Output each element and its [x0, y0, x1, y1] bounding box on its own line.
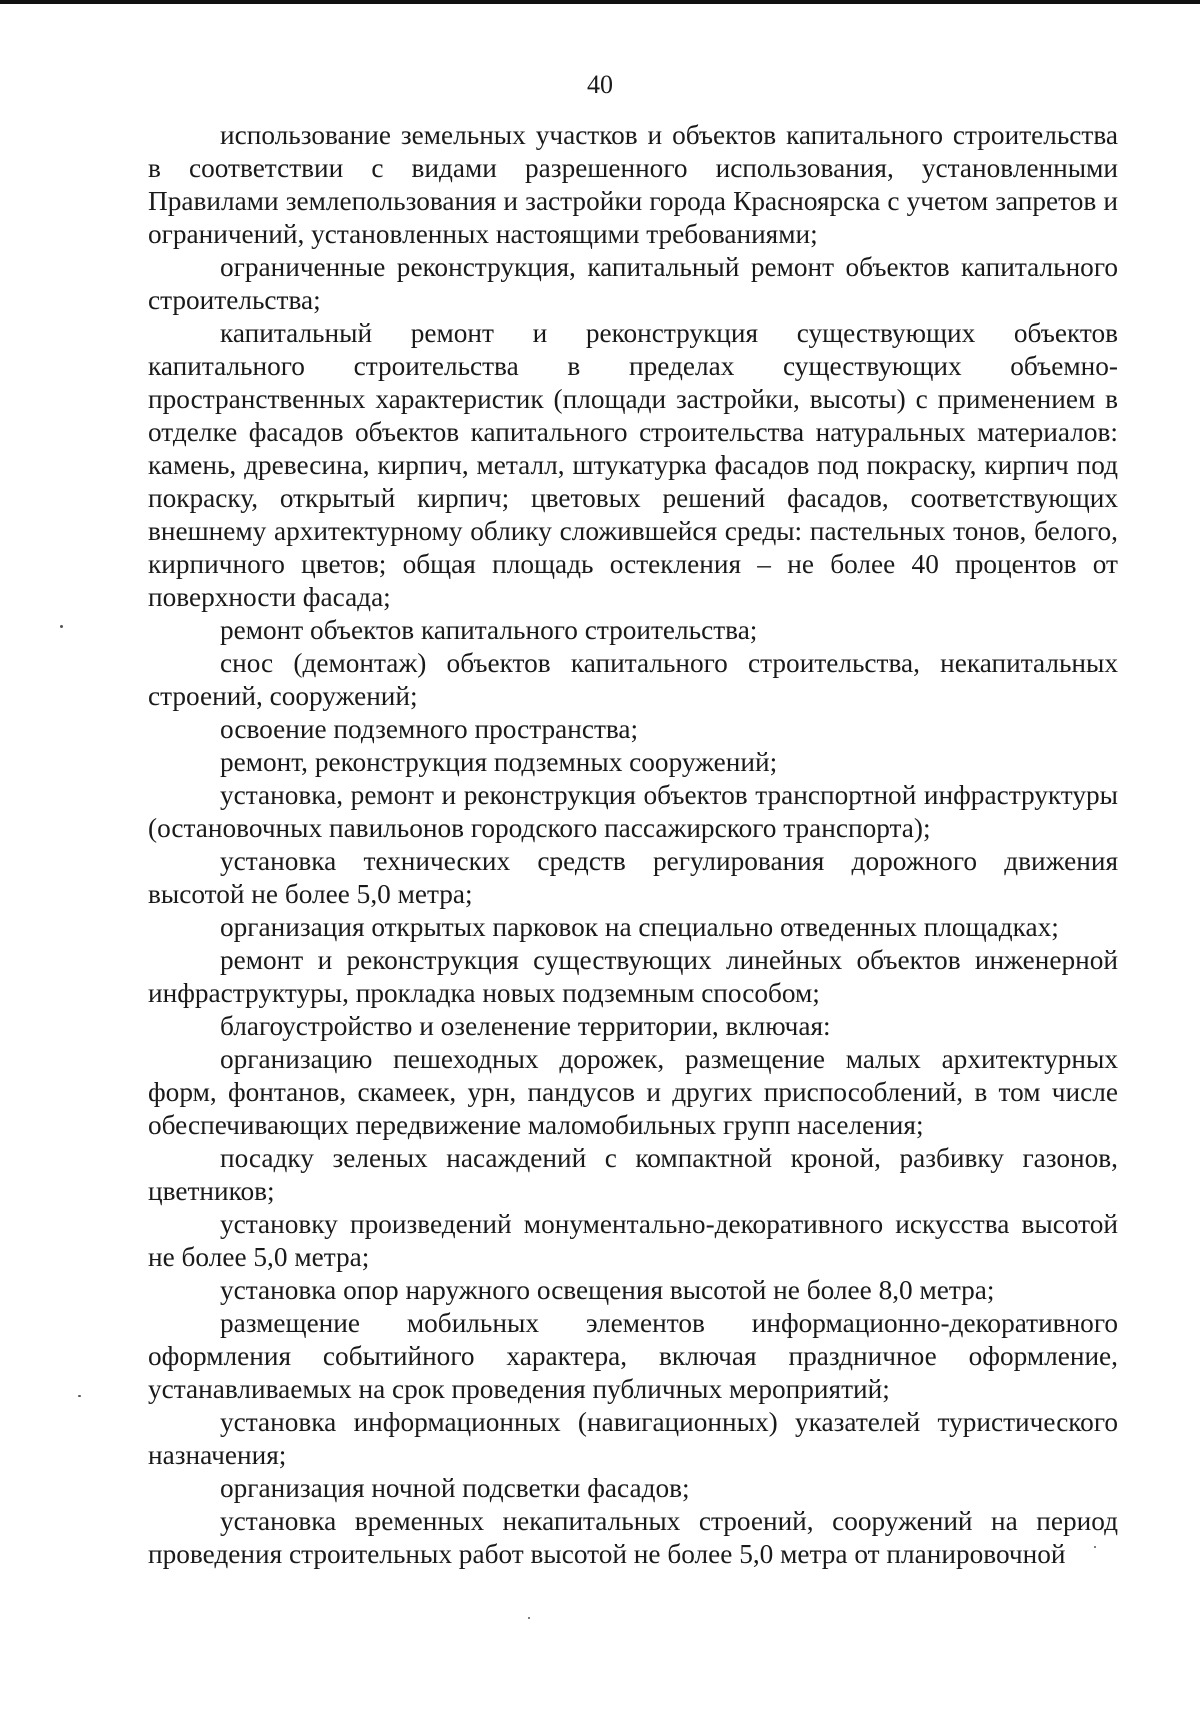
paragraph-pedestrian-paths: организацию пешеходных дорожек, размещение малых архитектурных форм, фонтанов, скамеек, урн, пандусов и других приспособлений, в том числе обеспечивающих передвижение маломобильных групп населения;	[148, 1044, 1118, 1140]
paragraph-engineering-networks: ремонт и реконструкция существующих линейных объектов инженерной инфраструктуры, прокладка новых подземным способом;	[148, 945, 1118, 1008]
paragraph-transport-infrastructure: установка, ремонт и реконструкция объектов транспортной инфраструктуры (остановочных павильонов городского пассажирского транспорта);	[148, 780, 1118, 843]
paragraph-temporary-structures: установка временных некапитальных строений, сооружений на период проведения строительных работ высотой не более 5,0 метра от планировочной	[148, 1506, 1118, 1569]
paragraph-lighting-poles: установка опор наружного освещения высотой не более 8,0 метра;	[220, 1275, 995, 1305]
page-number: 40	[587, 70, 613, 99]
paragraph-parking: организация открытых парковок на специально отведенных площадках;	[220, 912, 1059, 942]
paragraph-landscaping: благоустройство и озеленение территории, включая:	[220, 1011, 831, 1041]
paragraph-night-lighting: организация ночной подсветки фасадов;	[220, 1473, 690, 1503]
paragraph-demolition: снос (демонтаж) объектов капитального строительства, некапитальных строений, сооружений;	[148, 648, 1118, 711]
paragraph-underground-structures: ремонт, реконструкция подземных сооружений;	[220, 747, 778, 777]
document-body	[148, 119, 1118, 1571]
scan-speck	[1094, 1546, 1096, 1548]
paragraph-tourist-signs: установка информационных (навигационных) указателей туристического назначения;	[148, 1407, 1118, 1470]
paragraph-facade-materials: капитальный ремонт и реконструкция существующих объектов капитального строительства в пределах существующих объемно-пространственных характеристик (площади застройки, высоты) с применением в отделке фасадов объектов капитального строительства натуральных материалов: камень, древесина, кирпич, металл, штукатурка фасадов под покраску, кирпич под покраску, открытый кирпич; цветовых решений фасадов, соответствующих внешнему архитектурному облику сложившейся среды: пастельных тонов, белого, кирпичного цветов; общая площадь остекления – не более 40 процентов от поверхности фасада;	[148, 318, 1118, 612]
paragraph-monumental-art: установку произведений монументально-декоративного искусства высотой не более 5,0 метра;	[148, 1209, 1118, 1272]
paragraph-limited-reconstruction: ограниченные реконструкция, капитальный ремонт объектов капитального строительства;	[148, 252, 1118, 315]
paragraph-planting: посадку зеленых насаждений с компактной кроной, разбивку газонов, цветников;	[148, 1143, 1118, 1206]
paragraph-underground-space: освоение подземного пространства;	[220, 714, 639, 744]
scan-speck	[528, 1617, 530, 1619]
scan-top-border	[0, 0, 1200, 4]
paragraph-decorative-elements: размещение мобильных элементов информационно-декоративного оформления событийного характера, включая праздничное оформление, устанавливаемых на срок проведения публичных мероприятий;	[148, 1308, 1118, 1404]
paragraph-repair: ремонт объектов капитального строительства;	[220, 615, 758, 645]
paragraph-traffic-control: установка технических средств регулирования дорожного движения высотой не более 5,0 метра;	[148, 846, 1118, 909]
scan-speck	[78, 1395, 81, 1397]
scan-speck	[60, 625, 63, 628]
paragraph-land-use: использование земельных участков и объектов капитального строительства в соответствии с видами разрешенного использования, установленными Правилами землепользования и застройки города Красноярска с учетом запретов и ограничений, установленных настоящими требованиями;	[148, 120, 1118, 249]
